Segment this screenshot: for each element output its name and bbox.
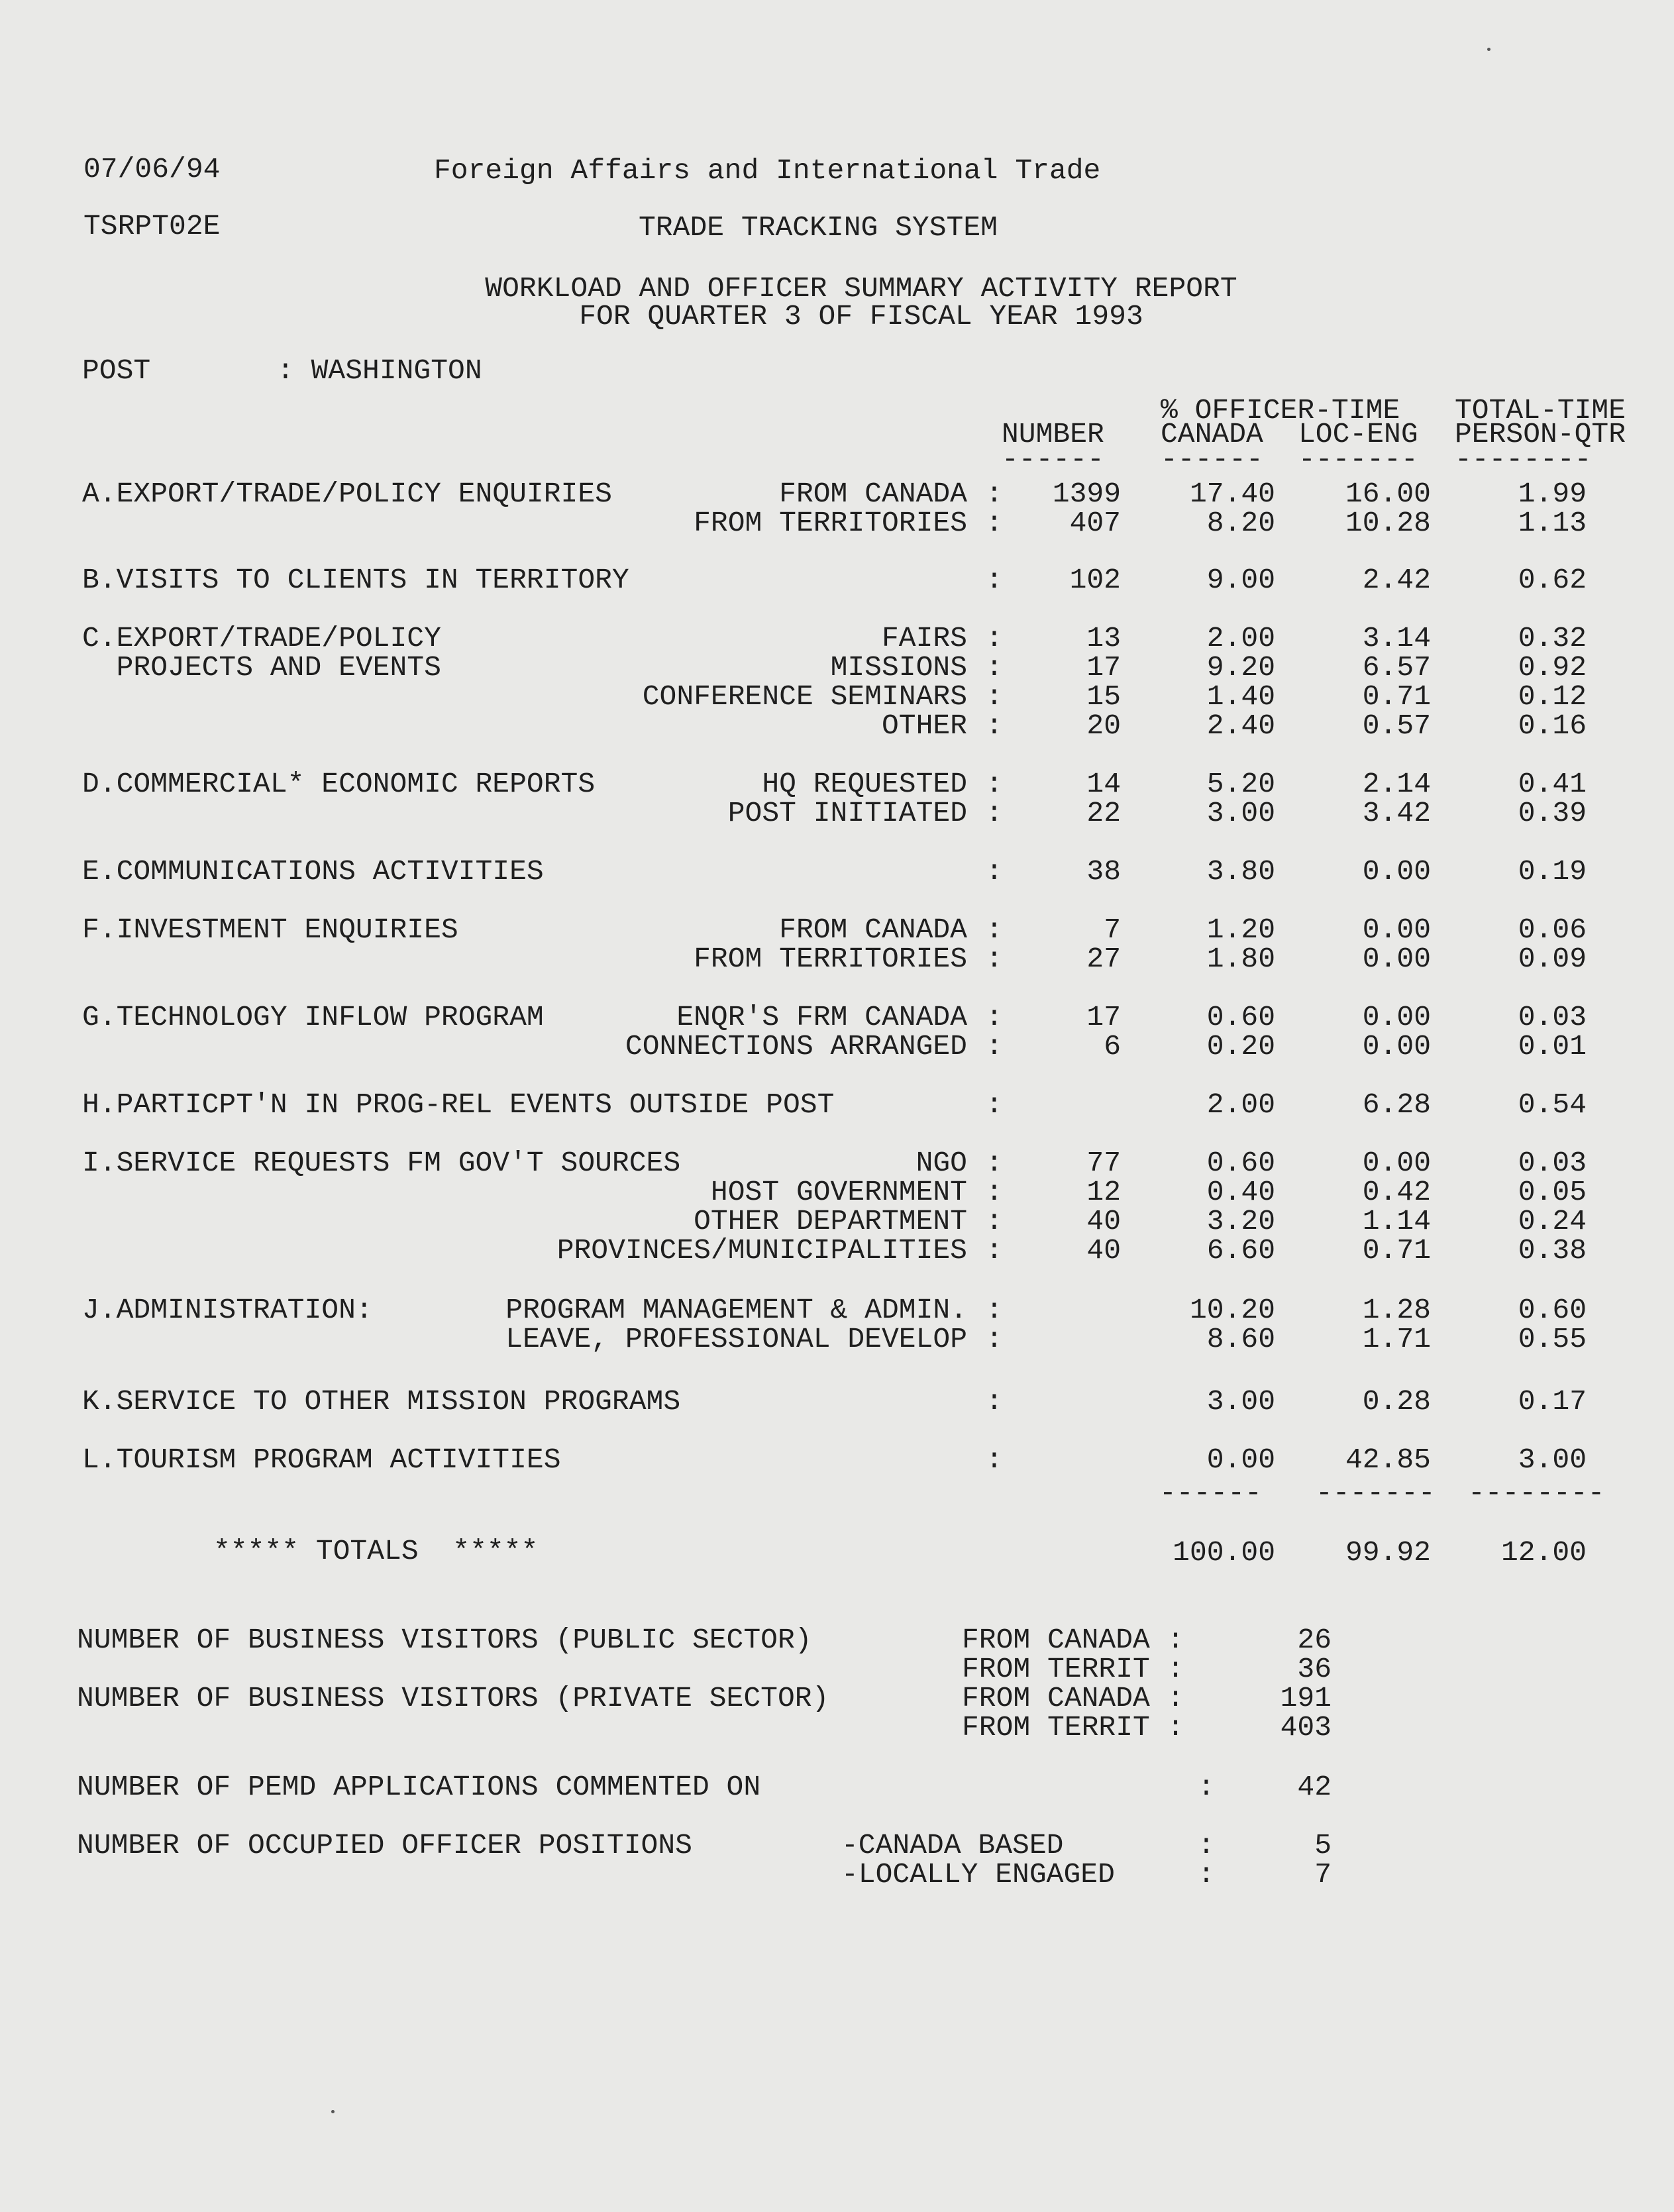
row-canada-pct: 1.80	[1206, 943, 1275, 975]
visitors-private-territ-value: 403	[1280, 1711, 1332, 1744]
row-loc-eng-pct: 2.14	[1362, 768, 1431, 800]
row-sublabel: HQ REQUESTED	[762, 768, 967, 800]
row-sublabel: LEAVE, PROFESSIONAL DEVELOP	[505, 1323, 967, 1355]
row-sublabel: FROM TERRITORIES	[694, 507, 967, 539]
row-sublabel: ENQR'S FRM CANADA	[676, 1001, 967, 1033]
visitors-public-canada-value: 26	[1297, 1624, 1332, 1656]
row-loc-eng-pct: 6.28	[1362, 1088, 1431, 1121]
row-sublabel: FAIRS	[881, 622, 967, 655]
row-canada-pct: 3.00	[1206, 797, 1275, 829]
col-header-loc-eng: LOC-ENG	[1298, 418, 1418, 450]
row-colon: :	[986, 1234, 1003, 1267]
row-number: 13	[1086, 622, 1121, 655]
row-loc-eng-pct: 0.57	[1362, 710, 1431, 742]
row-number: 77	[1086, 1147, 1121, 1179]
row-sublabel: FROM CANADA	[779, 478, 967, 510]
row-loc-eng-pct: 0.71	[1362, 1234, 1431, 1267]
totals-canada: 100.00	[1173, 1536, 1275, 1569]
row-loc-eng-pct: 1.14	[1362, 1205, 1431, 1238]
scan-speck	[1487, 48, 1491, 51]
row-loc-eng-pct: 0.00	[1362, 855, 1431, 888]
row-person-qtr: 1.99	[1518, 478, 1587, 510]
row-person-qtr: 0.39	[1518, 797, 1587, 829]
row-label: G.TECHNOLOGY INFLOW PROGRAM	[82, 1001, 544, 1033]
totals-loc-eng: 99.92	[1345, 1536, 1431, 1569]
row-canada-pct: 0.40	[1206, 1176, 1275, 1208]
row-colon: :	[986, 478, 1003, 510]
row-person-qtr: 0.38	[1518, 1234, 1587, 1267]
post-value: : WASHINGTON	[277, 354, 482, 387]
row-number: 6	[1104, 1030, 1121, 1063]
col-header-pct-officer-time: % OFFICER-TIME	[1161, 394, 1400, 427]
row-colon: :	[986, 1385, 1003, 1418]
col-underline-loc-eng: -------	[1298, 443, 1418, 476]
row-canada-pct: 2.40	[1206, 710, 1275, 742]
row-number: 20	[1086, 710, 1121, 742]
row-colon: :	[986, 1294, 1003, 1326]
positions-canada-colon: :	[1198, 1829, 1215, 1862]
visitors-private-from-territ-label: FROM TERRIT :	[962, 1711, 1184, 1744]
row-canada-pct: 17.40	[1189, 478, 1275, 510]
positions-local-colon: :	[1198, 1858, 1215, 1891]
positions-local-value: 7	[1314, 1858, 1332, 1891]
row-loc-eng-pct: 0.71	[1362, 680, 1431, 713]
col-underline-number: ------	[1002, 443, 1104, 476]
row-sublabel: OTHER	[881, 710, 967, 742]
row-sublabel: FROM CANADA	[779, 914, 967, 946]
row-person-qtr: 0.16	[1518, 710, 1587, 742]
visitors-private-from-canada-label: FROM CANADA :	[962, 1682, 1184, 1714]
row-label: B.VISITS TO CLIENTS IN TERRITORY	[82, 564, 629, 596]
row-person-qtr: 0.92	[1518, 651, 1587, 684]
row-number: 407	[1069, 507, 1121, 539]
row-number: 40	[1086, 1234, 1121, 1267]
pemd-label: NUMBER OF PEMD APPLICATIONS COMMENTED ON	[77, 1771, 761, 1803]
row-canada-pct: 9.00	[1206, 564, 1275, 596]
row-label: PROJECTS AND EVENTS	[82, 651, 441, 684]
row-colon: :	[986, 768, 1003, 800]
row-sublabel: POST INITIATED	[727, 797, 967, 829]
row-colon: :	[986, 622, 1003, 655]
row-label: H.PARTICPT'N IN PROG-REL EVENTS OUTSIDE POST	[82, 1088, 835, 1121]
row-loc-eng-pct: 1.28	[1362, 1294, 1431, 1326]
totals-underline-loc-eng: -------	[1316, 1477, 1436, 1509]
row-colon: :	[986, 1444, 1003, 1476]
totals-underline-canada: ------	[1159, 1477, 1262, 1509]
row-colon: :	[986, 1147, 1003, 1179]
row-person-qtr: 0.62	[1518, 564, 1587, 596]
row-label: D.COMMERCIAL* ECONOMIC REPORTS	[82, 768, 596, 800]
report-id: TSRPT02E	[83, 210, 221, 242]
row-person-qtr: 0.32	[1518, 622, 1587, 655]
row-loc-eng-pct: 0.00	[1362, 1147, 1431, 1179]
positions-canada-label: -CANADA BASED	[841, 1829, 1064, 1862]
row-loc-eng-pct: 1.71	[1362, 1323, 1431, 1355]
row-colon: :	[986, 1030, 1003, 1063]
row-colon: :	[986, 797, 1003, 829]
totals-label: ***** TOTALS *****	[213, 1535, 539, 1567]
row-label: I.SERVICE REQUESTS FM GOV'T SOURCES	[82, 1147, 681, 1179]
row-label: F.INVESTMENT ENQUIRIES	[82, 914, 458, 946]
row-label: L.TOURISM PROGRAM ACTIVITIES	[82, 1444, 561, 1476]
post-label: POST	[82, 354, 151, 387]
row-person-qtr: 0.12	[1518, 680, 1587, 713]
row-person-qtr: 0.55	[1518, 1323, 1587, 1355]
row-number: 40	[1086, 1205, 1121, 1238]
row-canada-pct: 2.00	[1206, 1088, 1275, 1121]
row-label: C.EXPORT/TRADE/POLICY	[82, 622, 441, 655]
row-loc-eng-pct: 16.00	[1345, 478, 1431, 510]
row-person-qtr: 0.41	[1518, 768, 1587, 800]
visitors-public-territ-value: 36	[1297, 1653, 1332, 1685]
report-title-line2: FOR QUARTER 3 OF FISCAL YEAR 1993	[579, 300, 1143, 333]
row-person-qtr: 0.09	[1518, 943, 1587, 975]
row-number: 17	[1086, 1001, 1121, 1033]
col-header-canada: CANADA	[1161, 418, 1263, 450]
row-canada-pct: 9.20	[1206, 651, 1275, 684]
row-canada-pct: 0.60	[1206, 1001, 1275, 1033]
row-canada-pct: 5.20	[1206, 768, 1275, 800]
row-label: E.COMMUNICATIONS ACTIVITIES	[82, 855, 544, 888]
row-person-qtr: 0.24	[1518, 1205, 1587, 1238]
row-colon: :	[986, 680, 1003, 713]
visitors-private-canada-value: 191	[1280, 1682, 1332, 1714]
positions-canada-value: 5	[1314, 1829, 1332, 1862]
row-colon: :	[986, 1088, 1003, 1121]
totals-underline-person-qtr: --------	[1468, 1477, 1605, 1509]
row-canada-pct: 3.00	[1206, 1385, 1275, 1418]
row-person-qtr: 0.01	[1518, 1030, 1587, 1063]
row-number: 15	[1086, 680, 1121, 713]
row-person-qtr: 0.19	[1518, 855, 1587, 888]
row-canada-pct: 0.60	[1206, 1147, 1275, 1179]
row-number: 12	[1086, 1176, 1121, 1208]
row-person-qtr: 3.00	[1518, 1444, 1587, 1476]
row-loc-eng-pct: 0.42	[1362, 1176, 1431, 1208]
row-label: K.SERVICE TO OTHER MISSION PROGRAMS	[82, 1385, 681, 1418]
row-person-qtr: 0.05	[1518, 1176, 1587, 1208]
row-person-qtr: 0.03	[1518, 1147, 1587, 1179]
row-canada-pct: 8.20	[1206, 507, 1275, 539]
row-canada-pct: 2.00	[1206, 622, 1275, 655]
row-person-qtr: 1.13	[1518, 507, 1587, 539]
row-sublabel: PROVINCES/MUNICIPALITIES	[556, 1234, 967, 1267]
row-loc-eng-pct: 6.57	[1362, 651, 1431, 684]
department-name: Foreign Affairs and International Trade	[434, 154, 1101, 187]
row-number: 1399	[1052, 478, 1121, 510]
col-header-number: NUMBER	[1002, 418, 1104, 450]
row-colon: :	[986, 914, 1003, 946]
row-colon: :	[986, 507, 1003, 539]
row-canada-pct: 8.60	[1206, 1323, 1275, 1355]
row-label: A.EXPORT/TRADE/POLICY ENQUIRIES	[82, 478, 612, 510]
row-sublabel: HOST GOVERNMENT	[710, 1176, 967, 1208]
visitors-public-label: NUMBER OF BUSINESS VISITORS (PUBLIC SECTOR)	[77, 1624, 812, 1656]
row-colon: :	[986, 1176, 1003, 1208]
row-sublabel: CONNECTIONS ARRANGED	[625, 1030, 967, 1063]
row-loc-eng-pct: 0.00	[1362, 914, 1431, 946]
row-person-qtr: 0.03	[1518, 1001, 1587, 1033]
row-number: 102	[1069, 564, 1121, 596]
row-colon: :	[986, 855, 1003, 888]
row-colon: :	[986, 651, 1003, 684]
row-loc-eng-pct: 10.28	[1345, 507, 1431, 539]
row-canada-pct: 10.20	[1189, 1294, 1275, 1326]
row-person-qtr: 0.60	[1518, 1294, 1587, 1326]
row-number: 22	[1086, 797, 1121, 829]
col-underline-person-qtr: --------	[1455, 443, 1592, 476]
visitors-private-label: NUMBER OF BUSINESS VISITORS (PRIVATE SECTOR)	[77, 1682, 829, 1714]
totals-person-qtr: 12.00	[1500, 1536, 1587, 1569]
row-canada-pct: 6.60	[1206, 1234, 1275, 1267]
scan-speck	[331, 2110, 335, 2113]
report-title-line1: WORKLOAD AND OFFICER SUMMARY ACTIVITY REPORT	[485, 272, 1237, 305]
row-colon: :	[986, 1323, 1003, 1355]
row-canada-pct: 1.40	[1206, 680, 1275, 713]
row-number: 7	[1104, 914, 1121, 946]
row-loc-eng-pct: 42.85	[1345, 1444, 1431, 1476]
pemd-colon: :	[1198, 1771, 1215, 1803]
row-loc-eng-pct: 0.00	[1362, 943, 1431, 975]
report-date: 07/06/94	[83, 153, 221, 185]
col-header-person-qtr: PERSON-QTR	[1455, 418, 1626, 450]
row-sublabel: OTHER DEPARTMENT	[694, 1205, 967, 1238]
row-loc-eng-pct: 0.00	[1362, 1030, 1431, 1063]
row-sublabel: FROM TERRITORIES	[694, 943, 967, 975]
row-canada-pct: 3.80	[1206, 855, 1275, 888]
row-number: 17	[1086, 651, 1121, 684]
row-canada-pct: 0.00	[1206, 1444, 1275, 1476]
row-sublabel: MISSIONS	[830, 651, 967, 684]
row-number: 14	[1086, 768, 1121, 800]
col-underline-canada: ------	[1161, 443, 1263, 476]
row-colon: :	[986, 710, 1003, 742]
row-sublabel: PROGRAM MANAGEMENT & ADMIN.	[505, 1294, 967, 1326]
pemd-value: 42	[1297, 1771, 1332, 1803]
row-loc-eng-pct: 3.42	[1362, 797, 1431, 829]
row-canada-pct: 0.20	[1206, 1030, 1275, 1063]
row-sublabel: CONFERENCE SEMINARS	[642, 680, 967, 713]
row-colon: :	[986, 1205, 1003, 1238]
row-loc-eng-pct: 2.42	[1362, 564, 1431, 596]
row-number: 38	[1086, 855, 1121, 888]
system-name: TRADE TRACKING SYSTEM	[639, 211, 998, 244]
positions-local-label: -LOCALLY ENGAGED	[841, 1858, 1115, 1891]
positions-label: NUMBER OF OCCUPIED OFFICER POSITIONS	[77, 1829, 692, 1862]
row-colon: :	[986, 564, 1003, 596]
row-person-qtr: 0.54	[1518, 1088, 1587, 1121]
row-label: J.ADMINISTRATION:	[82, 1294, 373, 1326]
row-colon: :	[986, 1001, 1003, 1033]
row-canada-pct: 1.20	[1206, 914, 1275, 946]
row-person-qtr: 0.17	[1518, 1385, 1587, 1418]
row-loc-eng-pct: 0.28	[1362, 1385, 1431, 1418]
visitors-public-from-territ-label: FROM TERRIT :	[962, 1653, 1184, 1685]
row-loc-eng-pct: 3.14	[1362, 622, 1431, 655]
row-sublabel: NGO	[915, 1147, 967, 1179]
col-header-total-time: TOTAL-TIME	[1455, 394, 1626, 427]
row-canada-pct: 3.20	[1206, 1205, 1275, 1238]
row-person-qtr: 0.06	[1518, 914, 1587, 946]
visitors-public-from-canada-label: FROM CANADA :	[962, 1624, 1184, 1656]
row-number: 27	[1086, 943, 1121, 975]
row-colon: :	[986, 943, 1003, 975]
row-loc-eng-pct: 0.00	[1362, 1001, 1431, 1033]
